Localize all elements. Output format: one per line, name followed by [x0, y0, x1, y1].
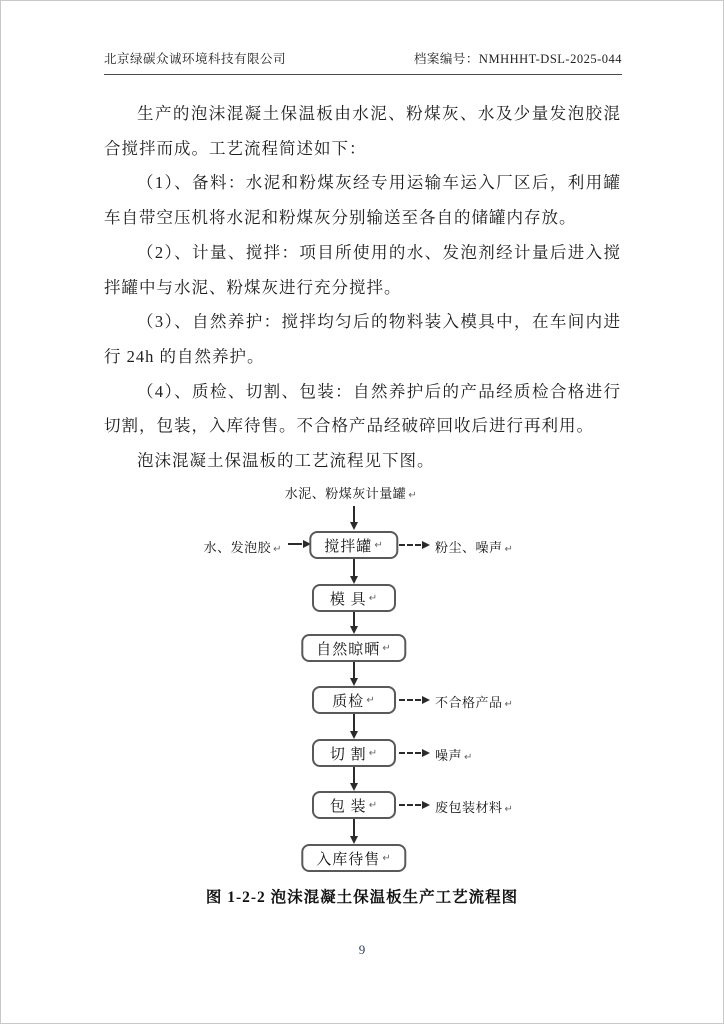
down-arrow — [353, 714, 355, 731]
flow-node-mold — [312, 584, 396, 612]
header-archive-number: 档案编号：NMHHHT-DSL-2025-044 — [413, 52, 622, 66]
emission-rejected-products-label: 不合格产品 — [435, 695, 503, 710]
paragraph-flow-intro: 泡沫混凝土保温板的工艺流程见下图。 — [137, 451, 435, 471]
paragraph-step-3: （3）、自然养护：搅拌均匀后的物料装入模具中，在车间内进行 24h 的自然养护。 — [104, 312, 621, 366]
flow-input-water-foaming-agent-label: 水、发泡胶 — [203, 540, 272, 555]
paragraph-step-4: （4）、质检、切割、包装：自然养护后的产品经质检合格进行切割，包装，入库待售。不合格产品经破碎回收后进行再利用。 — [104, 381, 621, 436]
flow-node-cutting — [312, 739, 396, 767]
flow-node-mixing-tank-label: 搅拌罐 — [324, 538, 373, 555]
paragraph-step-2: （2）、计量、搅拌：项目所使用的水、发泡剂经计量后进入搅拌罐中与水泥、粉煤灰进行充分搅拌。 — [104, 242, 621, 297]
header-company-name: 北京绿碳众诚环境科技有限公司 — [104, 52, 287, 66]
return-mark-icon: ↵ — [464, 752, 473, 763]
flow-node-warehouse-for-sale — [301, 844, 406, 872]
emission-rejected-products — [435, 692, 513, 711]
return-mark-icon: ↵ — [504, 544, 514, 555]
flow-input-metering-tank-label: 水泥、粉煤灰计量罐 — [284, 486, 407, 501]
dashed-arrow — [399, 752, 421, 754]
flow-node-natural-drying — [301, 634, 406, 662]
down-arrow — [353, 767, 355, 783]
return-mark-icon: ↵ — [368, 799, 379, 811]
return-mark-icon: ↵ — [504, 804, 514, 815]
return-mark-icon: ↵ — [382, 852, 392, 864]
right-arrow — [288, 543, 302, 545]
return-mark-icon: ↵ — [366, 694, 376, 706]
emission-waste-packaging-label: 废包装材料 — [435, 800, 503, 815]
flow-node-packing-label: 包 装 — [329, 798, 367, 815]
page-number: 9 — [358, 942, 366, 957]
down-arrow — [353, 559, 355, 576]
flow-node-mold-label: 模 具 — [329, 591, 367, 608]
down-arrow — [353, 506, 355, 522]
return-mark-icon: ↵ — [374, 539, 384, 551]
emission-dust-noise — [435, 537, 513, 556]
flow-node-quality-check — [312, 686, 396, 714]
dashed-arrow — [399, 804, 421, 806]
emission-noise-label: 噪声 — [435, 748, 463, 763]
paragraph-intro: 生产的泡沫混凝土保温板由水泥、粉煤灰、水及少量发泡胶混合搅拌而成。工艺流程简述如下： — [104, 104, 621, 158]
flow-node-quality-check-label: 质检 — [332, 693, 365, 710]
return-mark-icon: ↵ — [504, 699, 514, 710]
flow-node-natural-drying-label: 自然晾晒 — [316, 641, 381, 658]
dashed-arrow — [399, 699, 421, 701]
body-text — [104, 97, 621, 479]
flow-node-mixing-tank — [309, 531, 398, 559]
down-arrow — [353, 819, 355, 836]
dashed-arrow — [399, 544, 421, 546]
figure-caption: 图 1-2-2 泡沫混凝土保温板生产工艺流程图 — [205, 889, 519, 906]
down-arrow — [353, 612, 355, 626]
emission-dust-noise-label: 粉尘、噪声 — [435, 540, 503, 555]
return-mark-icon: ↵ — [382, 642, 392, 654]
return-mark-icon: ↵ — [273, 544, 282, 555]
flow-node-cutting-label: 切 割 — [329, 746, 367, 763]
return-mark-icon: ↵ — [368, 592, 379, 604]
paragraph-step-1: （1）、备料：水泥和粉煤灰经专用运输车运入厂区后，利用罐车自带空压机将水泥和粉煤灰分别输送至各自的储罐内存放。 — [104, 173, 621, 228]
emission-noise — [435, 745, 473, 764]
page-header — [104, 49, 622, 75]
emission-waste-packaging — [435, 797, 513, 816]
return-mark-icon: ↵ — [368, 747, 379, 759]
flow-input-water-foaming-agent — [204, 537, 282, 556]
flow-input-metering-tank — [285, 483, 417, 502]
flow-node-warehouse-for-sale-label: 入库待售 — [316, 851, 381, 868]
down-arrow — [353, 662, 355, 678]
flow-node-packing — [312, 791, 396, 819]
return-mark-icon: ↵ — [408, 490, 418, 501]
